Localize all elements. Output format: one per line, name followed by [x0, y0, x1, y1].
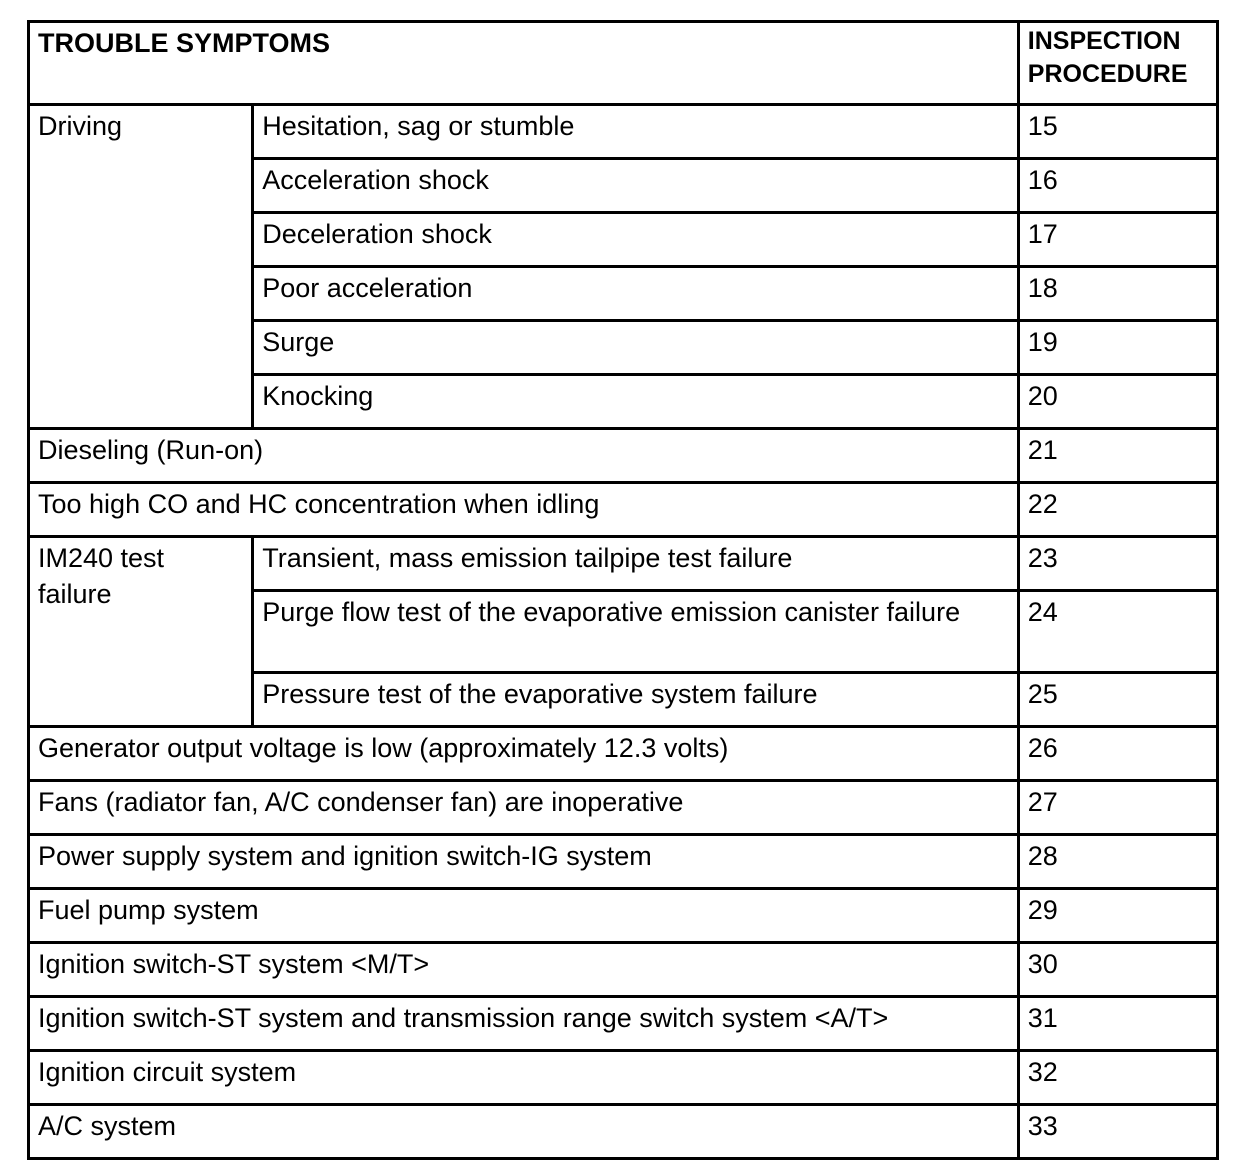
- symptom-cell: Generator output voltage is low (approximately 12.3 volts): [29, 727, 1019, 781]
- symptom-cell: Knocking: [253, 375, 1019, 429]
- table-row: [29, 537, 1218, 591]
- symptom-cell: Too high CO and HC concentration when idling: [29, 483, 1019, 537]
- procedure-cell: 16: [1018, 159, 1217, 213]
- im240-line2: failure: [38, 579, 112, 609]
- table-row: [29, 429, 1218, 483]
- procedure-cell: 22: [1018, 483, 1217, 537]
- procedure-cell: 17: [1018, 213, 1217, 267]
- procedure-cell: 21: [1018, 429, 1217, 483]
- symptom-cell: Ignition circuit system: [29, 1051, 1019, 1105]
- symptom-cell: Hesitation, sag or stumble: [253, 105, 1019, 159]
- symptom-cell: Fuel pump system: [29, 889, 1019, 943]
- procedure-cell: 23: [1018, 537, 1217, 591]
- symptom-cell: Acceleration shock: [253, 159, 1019, 213]
- symptom-cell: Pressure test of the evaporative system failure: [253, 673, 1019, 727]
- procedure-cell: 33: [1018, 1105, 1217, 1159]
- table-row: [29, 1105, 1218, 1159]
- symptom-cell: Dieseling (Run-on): [29, 429, 1019, 483]
- table-row: [29, 889, 1218, 943]
- symptom-cell: Surge: [253, 321, 1019, 375]
- header-inspection-procedure: [1018, 22, 1217, 105]
- symptom-cell: Deceleration shock: [253, 213, 1019, 267]
- table-row: [29, 943, 1218, 997]
- table-row: [29, 105, 1218, 159]
- procedure-cell: 28: [1018, 835, 1217, 889]
- symptom-cell: Power supply system and ignition switch-IG system: [29, 835, 1019, 889]
- procedure-cell: 31: [1018, 997, 1217, 1051]
- table-row: [29, 1051, 1218, 1105]
- symptom-cell: Ignition switch-ST system and transmission range switch system <A/T>: [29, 997, 1019, 1051]
- procedure-cell: 24: [1018, 591, 1217, 673]
- symptom-cell: Purge flow test of the evaporative emission canister failure: [253, 591, 1019, 673]
- procedure-cell: 29: [1018, 889, 1217, 943]
- category-driving: Driving: [29, 105, 253, 429]
- procedure-cell: 27: [1018, 781, 1217, 835]
- header-procedure-line1: INSPECTION: [1027, 27, 1181, 55]
- im240-line1: IM240 test: [38, 543, 165, 573]
- trouble-symptoms-table: [27, 20, 1219, 1160]
- symptom-cell: Ignition switch-ST system <M/T>: [29, 943, 1019, 997]
- table-row: [29, 997, 1218, 1051]
- symptom-cell: Fans (radiator fan, A/C condenser fan) are inoperative: [29, 781, 1019, 835]
- procedure-cell: 20: [1018, 375, 1217, 429]
- table-row: [29, 483, 1218, 537]
- symptom-cell: Poor acceleration: [253, 267, 1019, 321]
- procedure-cell: 25: [1018, 673, 1217, 727]
- procedure-cell: 15: [1018, 105, 1217, 159]
- procedure-cell: 32: [1018, 1051, 1217, 1105]
- procedure-cell: 18: [1018, 267, 1217, 321]
- procedure-cell: 19: [1018, 321, 1217, 375]
- symptom-cell: Transient, mass emission tailpipe test failure: [253, 537, 1019, 591]
- procedure-cell: 26: [1018, 727, 1217, 781]
- table-row: [29, 835, 1218, 889]
- header-procedure-line2: PROCEDURE: [1027, 60, 1188, 88]
- category-im240: [29, 537, 253, 727]
- table-row: [29, 781, 1218, 835]
- table-header-row: [29, 22, 1218, 105]
- procedure-cell: 30: [1018, 943, 1217, 997]
- table-row: [29, 727, 1218, 781]
- symptom-cell: A/C system: [29, 1105, 1019, 1159]
- header-trouble-symptoms: TROUBLE SYMPTOMS: [29, 22, 1019, 105]
